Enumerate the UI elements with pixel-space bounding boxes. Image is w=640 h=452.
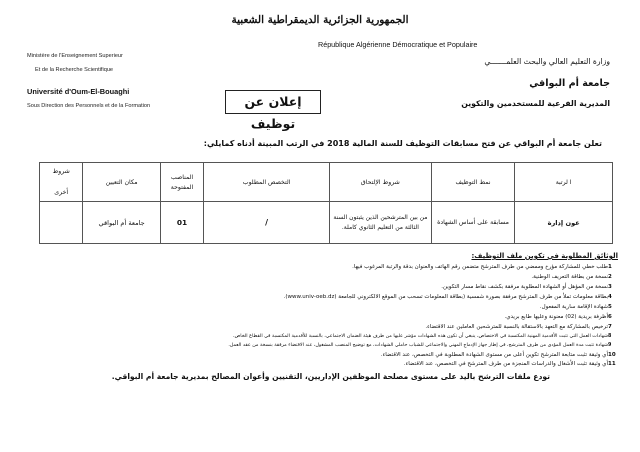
header-rank: ا لرتبة [515,163,613,202]
list-item [404,361,618,367]
fr-university-name: Université d'Oum-El-Bouaghi [27,87,130,96]
cell-location: جامعة أم البواقي [83,202,161,244]
ar-republic-heading: الجمهورية الجزائرية الديمقراطية الشعبية [231,14,409,26]
cell-access-conditions [330,202,432,244]
cell-access-line-2: الثالثة من التعليم الثانوي كاملة. [341,224,419,231]
cell-specialty: / [204,202,330,244]
list-item-number: 1 [608,264,612,270]
list-item-number: 2 [608,274,612,280]
list-item [425,324,618,330]
list-item [441,284,618,290]
cell-rank: عون إدارة [515,202,613,244]
cell-recruit-mode: مسابقة على أساس الشهادة [431,202,515,244]
list-item-number: 11 [608,361,616,367]
list-item-number: 5 [608,304,612,310]
list-item-text: ترخيص بالمشاركة مع التعهد بالاستقالة بالنسبة للمترشحين العاملين عند الاقتضاء. [425,324,608,330]
header-open-posts-line-2: المفتوحة [170,183,194,191]
ar-ministry: وزارة التعليم العالي والبحث العلمـــــــي [484,57,610,66]
header-other-line-1: شروط [52,168,70,175]
header-recruit-mode: نمط التوظيف [431,163,515,202]
list-item-number: 7 [608,324,612,330]
list-item-text: نسخة من المؤهل أو الشهادة المطلوبة مرفقة بكشف نقاط مسار التكوين. [441,284,608,290]
list-item-text: أظرفة بريدية (02) معنونة وعليها طابع بريدي. [504,314,608,320]
list-item-text: بطاقة معلومات تملأ من طرف المترشح مرفقة بصورة شمسية (بطاقة المعلومات تسحب من الموقع الالكتروني للجامعة (www.univ-oeb.dz). [283,294,608,300]
list-item [504,314,618,320]
cell-access-line-1: من بين المترشحين الذين يثبتون السنة [333,214,428,221]
fr-ministry-line-2: Et de la Recherche Scientifique [35,67,114,73]
list-item-text: أي وثيقة تثبت الأشغال والدراسات المنجزة من طرف المترشح في التخصص، عند الاقتضاء. [403,361,608,367]
cell-other [40,202,83,244]
fr-direction: Sous Direction des Personnels et de la Formation [27,103,151,109]
list-item [352,264,618,270]
list-item [228,343,618,348]
list-item-text: نسخة من بطاقة التعريف الوطنية. [531,274,608,280]
fr-republic-heading: République Algérienne Démocratique et Populaire [318,40,478,49]
list-item-text: شهادات العمل التي تثبت الأقدمية المهنية المكتسبة في الاختصاص، ينبغي أن تكون هذه الشهادات مؤشر عليها من طرف هيئة الضمان الاجتماعي، بالنسبة للأقدمية المكتسبة في القطاع الخاص. [232,334,608,339]
fr-ministry-line-1: Ministère de l'Enseignement Superieur [27,53,123,59]
list-item-number: 6 [608,314,612,320]
intro-text: تعلن جامعة أم البواقي عن فتح مسابقات التوظيف للسنة المالية 2018 في الرتب المبينة أدناه كمايلي: [203,139,602,148]
list-item [233,334,618,339]
list-item-text: أي وثيقة تثبت متابعة المترشح تكوين أعلى من مستوى الشهادة المطلوبة في التخصص، عند الاقتضاء. [380,352,608,358]
list-item-number: 10 [608,352,616,358]
cell-open-posts: 01 [160,202,203,244]
documents-title: الوثائق المطلوبة في تكوين ملف التوظيف: [471,252,618,260]
list-item [284,294,618,300]
submission-note: تودع ملفات الترشح باليد على مستوى مصلحة الموظفين الإداريين، التقنيين وأعوان المصالح بمديرية جامعة أم البواقي. [111,372,550,381]
list-item-number: 8 [608,334,612,339]
list-item-text: شهادة تثبت مدة العمل المؤدى من طرف المترشح، في إطار جهاز الإدماج المهني والاجتماعي للشباب حاملي الشهادات، مع توضيح المنصب المشغول، عند الاقتضاء مرفقة بنسخة من عقد العمل. [228,343,608,348]
header-access-conditions: شروط الإلتحاق [330,163,432,202]
list-item-number: 9 [608,343,612,348]
announcement-title: إعلان عن توظيف [225,90,321,114]
list-item [531,274,618,280]
list-item-text: شهادة الإقامة سارية المفعول. [539,304,608,310]
header-open-posts-line-1: المناصب [170,173,194,181]
header-specialty: التخصص المطلوب [204,163,330,202]
header-other [40,163,83,202]
ar-direction: المديرية الفرعية للمستخدمين والتكوين [461,99,610,108]
list-item-text: طلب خطي للمشاركة مؤرخ وممضي من طرف المترشح متضمن رقم الهاتف والعنوان بدقة والرتبة المرغوب فيها. [352,264,608,270]
header-location: مكان التعيين [83,163,161,202]
list-item-number: 3 [608,284,612,290]
list-item [381,352,618,358]
table-row [40,202,613,244]
header-other-line-2: أخرى [54,189,69,196]
list-item-number: 4 [608,294,612,300]
positions-table [39,162,613,244]
list-item [540,304,618,310]
ar-university-name: جامعة أم البواقي [529,78,610,89]
table-header-row [40,163,613,202]
header-open-posts [160,163,203,202]
